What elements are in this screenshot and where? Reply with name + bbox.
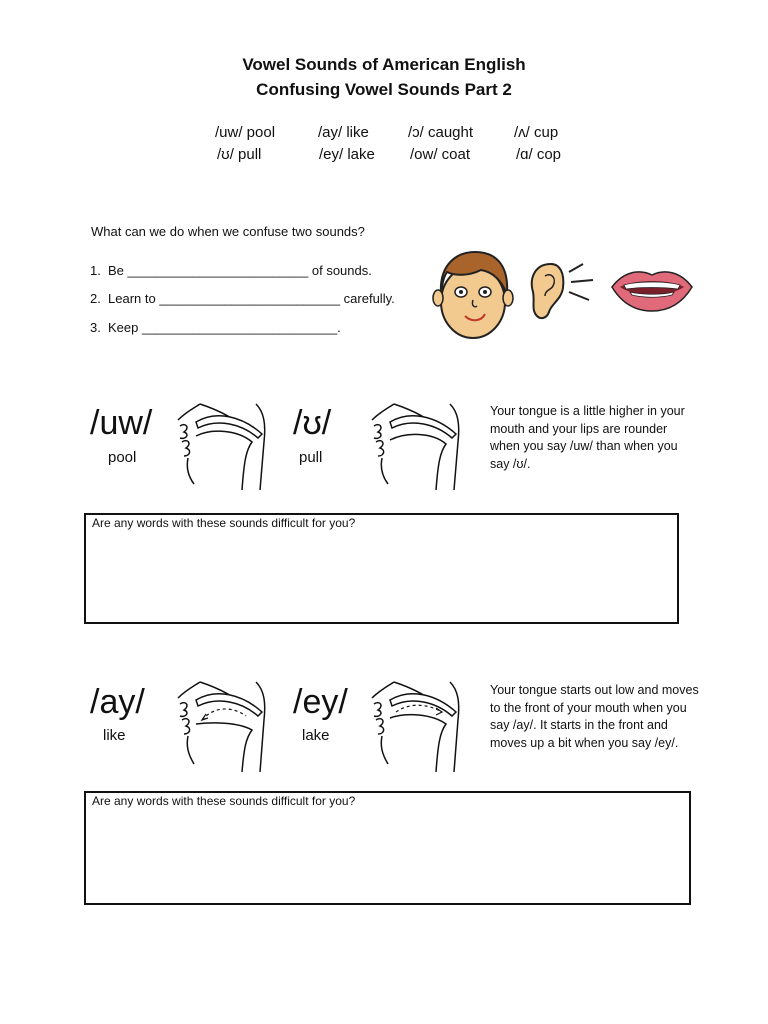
pair-ay: /ay/ like	[318, 124, 369, 141]
note-uw-upsilon: Your tongue is a little higher in your mouth and your lips are rounder when you say /uw/ than when you say /ʊ/.	[490, 404, 685, 471]
answer-box[interactable]	[84, 513, 679, 624]
pair-ow: /ow/ coat	[410, 146, 471, 163]
mouth-diagram-uw-icon	[172, 402, 267, 490]
lips-icon	[610, 267, 694, 311]
page-title: Vowel Sounds of American English	[242, 55, 526, 74]
mouth-diagram-upsilon-icon	[366, 402, 461, 490]
symbol-upsilon: /ʊ/	[293, 404, 332, 442]
ear-icon	[527, 260, 597, 322]
list-item	[90, 291, 395, 306]
note-ay-ey: Your tongue starts out low and moves to the front of your mouth when you say /ay/. It starts in the front and moves up a bit when you say /ey/.	[490, 683, 699, 750]
intro-question: What can we do when we confuse two sounds?	[91, 224, 365, 239]
answer-box-prompt: Are any words with these sounds difficult for you?	[92, 794, 356, 808]
list-number: 3.	[90, 320, 101, 335]
word-pull: pull	[299, 449, 323, 466]
word-lake: lake	[302, 727, 330, 744]
list-text: Learn to _________________________ carefully.	[108, 291, 395, 306]
list-item	[90, 320, 341, 335]
list-text: Be _________________________ of sounds.	[108, 263, 372, 278]
face-icon	[435, 250, 515, 340]
list-number: 2.	[90, 291, 101, 306]
word-like: like	[103, 727, 126, 744]
list-text: Keep ___________________________.	[108, 320, 341, 335]
symbol-ay: /ay/	[90, 683, 145, 721]
list-item	[90, 263, 372, 278]
symbol-uw: /uw/	[90, 404, 153, 442]
symbol-ey: /ey/	[293, 683, 348, 721]
word-pool: pool	[108, 449, 137, 466]
answer-box-prompt: Are any words with these sounds difficult for you?	[92, 516, 356, 530]
pair-script-a: /ɑ/ cop	[516, 146, 562, 163]
pair-wedge: /ʌ/ cup	[514, 124, 559, 141]
mouth-diagram-ey-icon	[366, 680, 461, 772]
pair-upsilon: /ʊ/ pull	[217, 146, 262, 163]
pair-uw: /uw/ pool	[215, 124, 276, 141]
pair-ey: /ey/ lake	[319, 146, 375, 163]
answer-box[interactable]	[84, 791, 691, 905]
list-number: 1.	[90, 263, 101, 278]
page-subtitle: Confusing Vowel Sounds Part 2	[256, 80, 512, 99]
pair-open-o: /ɔ/ caught	[408, 124, 474, 141]
mouth-diagram-ay-icon	[172, 680, 267, 772]
